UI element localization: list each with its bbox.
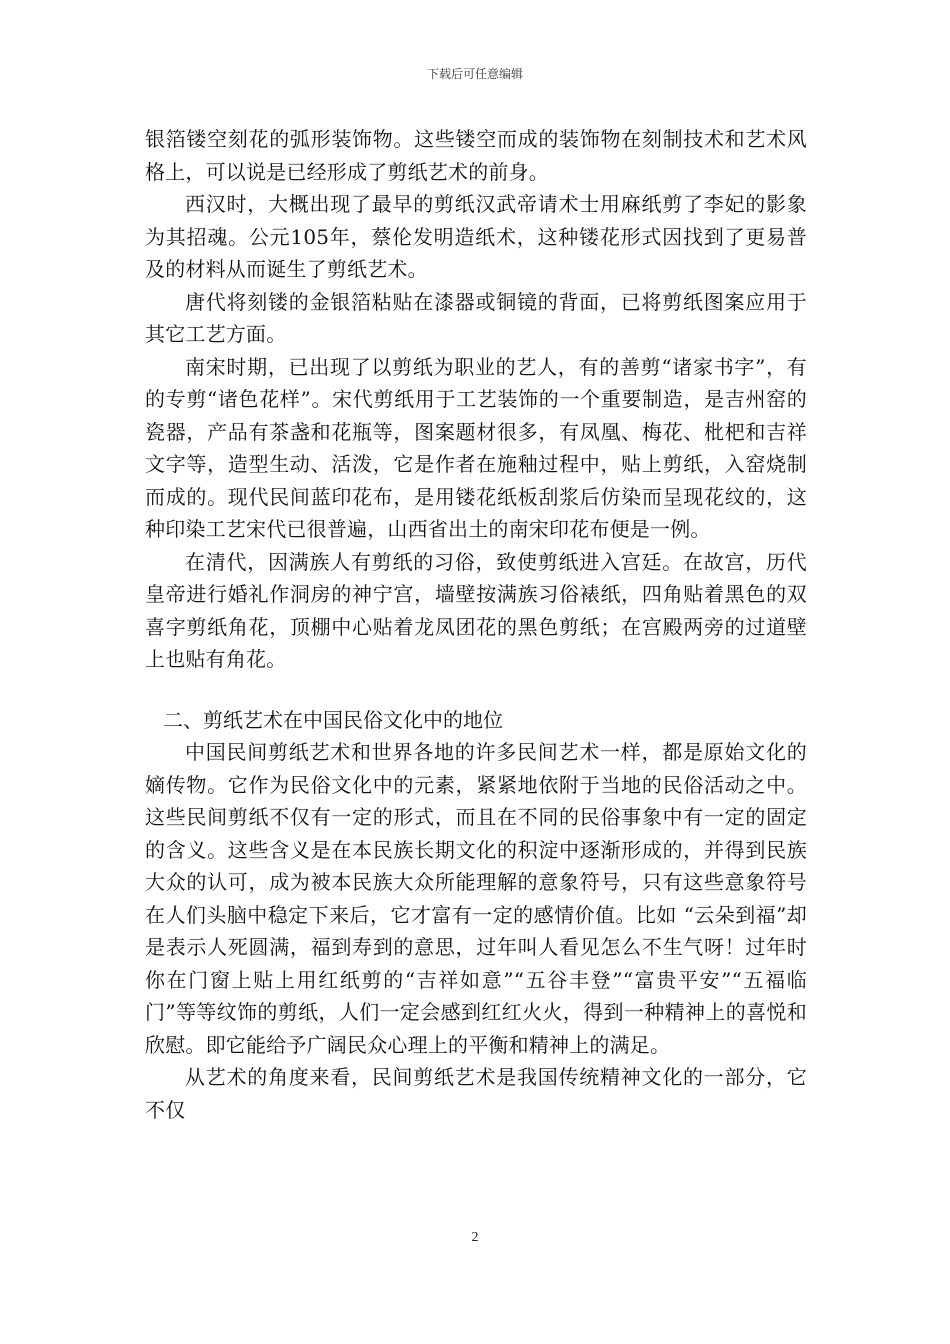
- paragraph-qing: 在清代，因满族人有剪纸的习俗，致使剪纸进入宫廷。在故宫，历代皇帝进行婚礼作洞房的神宁宫，墙壁按满族习俗裱纸，四角贴着黑色的双喜字剪纸角花，顶棚中心贴着龙凤团花的黑色剪纸；在宫殿两旁的过道壁上也贴有角花。: [145, 549, 807, 671]
- paragraph-tang: 唐代将刻镂的金银箔粘贴在漆器或铜镜的背面，已将剪纸图案应用于其它工艺方面。: [145, 289, 807, 346]
- paragraph-continuation: 银箔镂空刻花的弧形装饰物。这些镂空而成的装饰物在刻制技术和艺术风格上，可以说是已经形成了剪纸艺术的前身。: [145, 127, 807, 184]
- paragraph-southern-song: 南宋时期，已出现了以剪纸为职业的艺人，有的善剪“诸家书字”，有的专剪“诸色花样”。宋代剪纸用于工艺装饰的一个重要制造，是吉州窑的瓷器，产品有茶盏和花瓶等，图案题材很多，有凤凰、梅花、枇杷和吉祥文字等，造型生动、活泼，它是作者在施釉过程中，贴上剪纸，入窑烧制而成的。现代民间蓝印花布，是用镂花纸板刮浆后仿染而呈现花纹的，这种印染工艺宋代已很普遍，山西省出土的南宋印花布便是一例。: [145, 354, 807, 541]
- paragraph-folk-culture: 中国民间剪纸艺术和世界各地的许多民间艺术一样，都是原始文化的嫡传物。它作为民俗文化中的元素，紧紧地依附于当地的民俗活动之中。这些民间剪纸不仅有一定的形式，而且在不同的民俗事象中有一定的固定的含义。这些含义是在本民族长期文化的积淀中逐渐形成的，并得到民族大众的认可，成为被本民族大众所能理解的意象符号，只有这些意象符号在人们头脑中稳定下来后，它才富有一定的感情价值。比如 “云朵到福”却是表示人死圆满，福到寿到的意思，过年叫人看见怎么不生气呀！过年时你在门窗上贴上用红纸剪的“吉祥如意”“五谷丰登”“富贵平安”“五福临门”等等纹饰的剪纸，人们一定会感到红红火火，得到一种精神上的喜悦和欣慰。即它能给予广阔民众心理上的平衡和精神上的满足。: [145, 740, 807, 1057]
- page-number: 2: [471, 1230, 479, 1245]
- section-spacer: [145, 676, 807, 704]
- paragraph-art-perspective: 从艺术的角度来看，民间剪纸艺术是我国传统精神文化的一部分，它不仅: [145, 1065, 807, 1122]
- page-header: 下载后可任意编辑: [426, 67, 523, 81]
- document-body: [145, 123, 807, 1126]
- paragraph-western-han: 西汉时，大概出现了最早的剪纸汉武帝请术士用麻纸剪了李妃的影象为其招魂。公元105年，蔡伦发明造纸术，这种镂花形式因找到了更易普及的材料从而诞生了剪纸艺术。: [145, 192, 807, 281]
- section-heading: 二、剪纸艺术在中国民俗文化中的地位: [163, 707, 503, 732]
